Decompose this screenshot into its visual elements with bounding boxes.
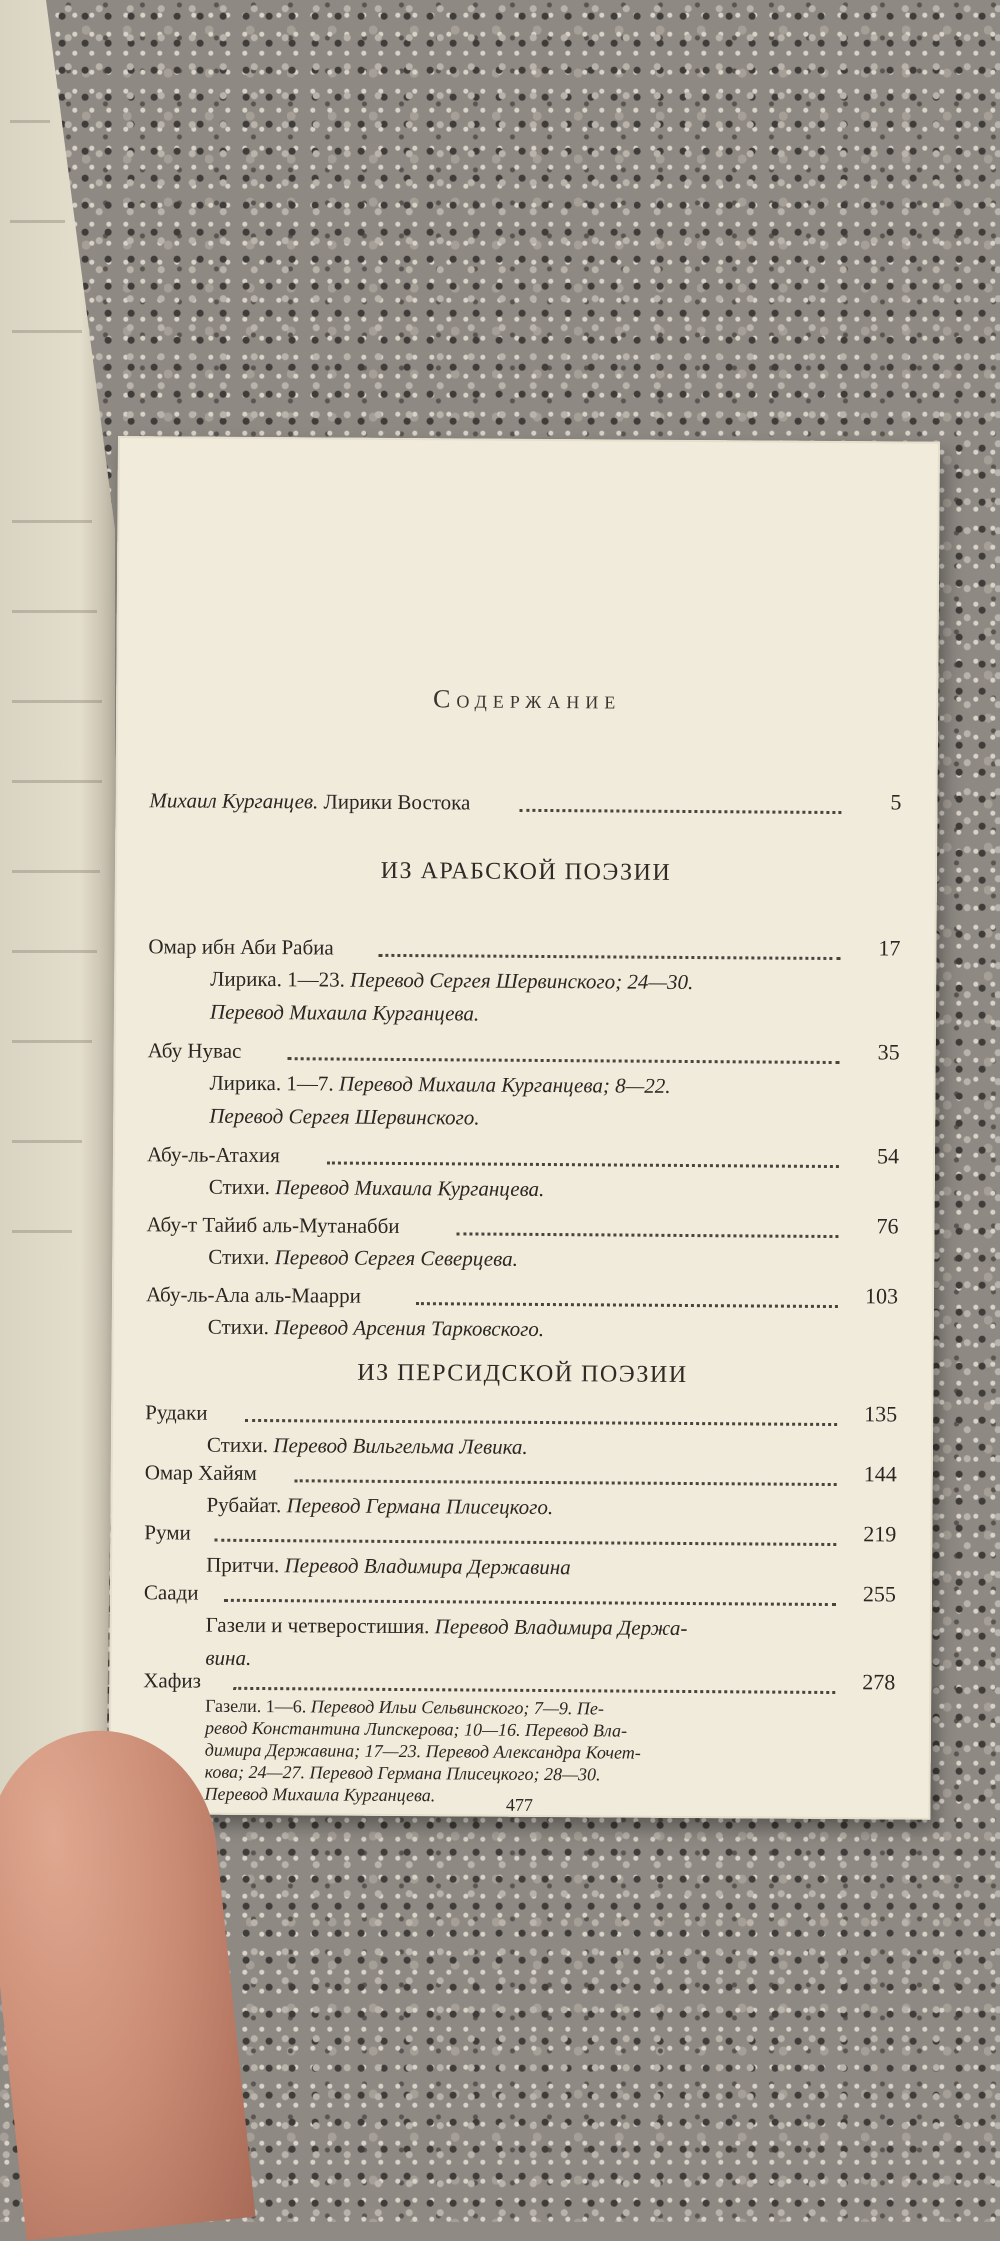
detail-translator: Перевод Ильи Сельвинского; 7—9. Пе- [306, 1696, 605, 1719]
detail-genre: Рубайат. [206, 1492, 282, 1518]
entry-author: Рудаки [145, 1400, 208, 1425]
detail-genre: Притчи. [206, 1552, 280, 1578]
entry-author: Абу-ль-Ала аль-Маарри [145, 1282, 361, 1308]
detail-translator-cont: вина. [205, 1645, 252, 1670]
detail-genre: Стихи. [208, 1244, 270, 1270]
detail-translator-cont: димира Державина; 17—23. Перевод Александра Кочет- [204, 1739, 641, 1763]
toc-entry-intro [149, 788, 901, 823]
page-number: 255 [862, 1581, 897, 1607]
leader-dots [519, 807, 841, 814]
detail-genre: Лирика. 1—23. [210, 966, 345, 992]
page-number: 219 [863, 1521, 897, 1547]
detail-translator: Перевод Арсения Тарковского. [268, 1315, 545, 1341]
page-number: 278 [862, 1669, 896, 1695]
contents-page [108, 436, 940, 1820]
entry-author: Хафиз [143, 1668, 202, 1693]
page-number: 135 [864, 1401, 898, 1427]
detail-translator: Перевод Вильгельма Левика. [268, 1433, 528, 1459]
detail-translator-cont: ревод Константина Липскерова; 10—16. Перевод Вла- [204, 1717, 628, 1741]
entry-details [209, 1171, 895, 1209]
entry-details [209, 1067, 895, 1138]
entry-author: Омар ибн Аби Рабиа [148, 934, 334, 960]
detail-translator-cont: Перевод Михаила Курганцева. [209, 999, 480, 1026]
entry-details [204, 1695, 891, 1810]
entry-details [210, 963, 896, 1034]
page-number: 144 [863, 1461, 897, 1487]
entry-author: Абу-ль-Атахия [146, 1142, 280, 1168]
detail-genre: Стихи. [208, 1174, 270, 1200]
detail-translator: Перевод Владимира Держа- [429, 1614, 688, 1641]
detail-genre: Стихи. [206, 1432, 269, 1458]
detail-genre: Лирика. 1—7. [209, 1070, 334, 1096]
leader-dots [295, 1477, 837, 1486]
leader-dots [224, 1597, 836, 1606]
page-number: 76 [876, 1213, 899, 1239]
leader-dots [233, 1685, 835, 1694]
detail-translator-cont: Перевод Михаила Курганцева. [204, 1783, 436, 1806]
entry-author: Абу-т Тайиб аль-Мутанабби [146, 1212, 400, 1238]
leader-dots [288, 1055, 840, 1064]
page-number: 54 [876, 1143, 900, 1169]
section-heading-arabic: ИЗ АРАБСКОЙ ПОЭЗИИ [380, 857, 672, 886]
detail-translator: Перевод Сергея Северцева. [269, 1245, 518, 1271]
entry-work: Лирики Востока [318, 789, 471, 815]
page-number: 17 [878, 935, 901, 961]
table-of-contents [108, 436, 940, 1820]
page-number: 103 [864, 1283, 899, 1309]
page-title: Содержание [432, 684, 622, 715]
entry-details [208, 1241, 894, 1279]
entry-author: Абу Нувас [147, 1038, 242, 1063]
leader-dots [378, 952, 840, 960]
detail-genre: Стихи. [207, 1314, 270, 1340]
leader-dots [214, 1537, 836, 1546]
entry-author: Михаил Курганцев. [149, 788, 319, 814]
leader-dots [456, 1230, 838, 1238]
page-number: 5 [890, 789, 902, 815]
entry-author: Омар Хайям [144, 1460, 257, 1485]
detail-translator: Перевод Сергея Шервинского; 24—30. [344, 967, 694, 995]
detail-translator: Перевод Владимира Державина [279, 1553, 571, 1580]
entry-details [208, 1311, 894, 1349]
detail-translator-cont: Перевод Сергея Шервинского. [209, 1103, 480, 1130]
page-folio: 477 [505, 1794, 534, 1815]
entry-author: Саади [143, 1580, 199, 1605]
leader-dots [245, 1417, 837, 1426]
detail-translator: Перевод Михаила Курганцева. [269, 1175, 545, 1201]
detail-genre: Газели и четверостишия. [205, 1612, 430, 1639]
section-heading-persian: ИЗ ПЕРСИДСКОЙ ПОЭЗИИ [357, 1359, 688, 1388]
detail-translator: Перевод Германа Плисецкого. [281, 1493, 554, 1520]
page-number: 35 [877, 1039, 900, 1065]
detail-genre: Газели. 1—6. [205, 1695, 307, 1717]
leader-dots [327, 1159, 839, 1168]
entry-author: Руми [144, 1520, 191, 1545]
entry-label [149, 788, 470, 815]
detail-translator-cont: кова; 24—27. Перевод Германа Плисецкого; 28—30. [204, 1761, 601, 1785]
leader-dots [416, 1300, 838, 1308]
detail-translator: Перевод Михаила Курганцева; 8—22. [333, 1071, 671, 1098]
